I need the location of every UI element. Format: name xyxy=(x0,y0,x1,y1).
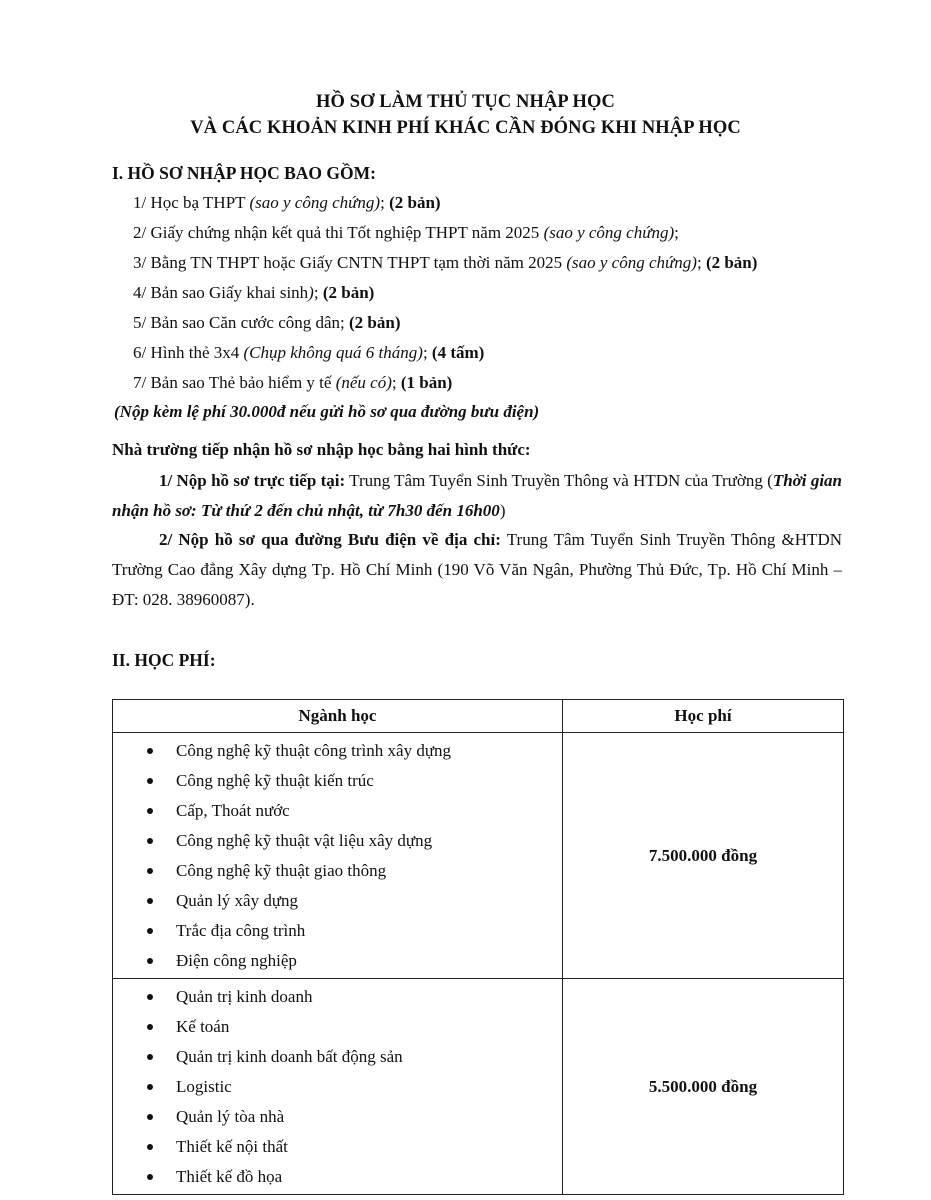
item-quantity: (2 bản) xyxy=(705,253,758,272)
document-item-2 xyxy=(133,223,679,243)
bullet-icon xyxy=(147,868,153,874)
section-2-heading: II. HỌC PHÍ: xyxy=(112,650,216,670)
item-text: 5/ Bản sao Căn cước công dân; xyxy=(133,313,350,332)
item-note: (sao y công chứng) xyxy=(566,253,697,272)
major-name: Công nghệ kỹ thuật giao thông xyxy=(176,861,387,880)
list-item xyxy=(113,982,562,1012)
bullet-icon xyxy=(147,1084,153,1090)
item-separator: ; xyxy=(674,223,679,242)
item-text: 7/ Bản sao Thẻ bảo hiểm y tế xyxy=(133,373,336,392)
list-item xyxy=(113,916,562,946)
submission-method-1 xyxy=(112,466,842,526)
document-item-5 xyxy=(133,313,401,333)
list-item xyxy=(113,946,562,976)
method-2-text: Trung Tâm Tuyển Sinh Truyền Thông &HTDN Trường Cao đẳng Xây dựng Tp. Hồ Chí Minh (190 Võ Văn Ngân, Phường Thủ Đức, Tp. Hồ Chí Minh – ĐT: 028. 38960087). xyxy=(112,530,842,609)
document-item-6 xyxy=(133,343,484,363)
bullet-icon xyxy=(147,898,153,904)
major-name: Công nghệ kỹ thuật vật liệu xây dựng xyxy=(176,831,433,850)
majors-list xyxy=(113,733,562,978)
tuition-table xyxy=(112,699,844,1195)
list-item xyxy=(113,766,562,796)
table-row xyxy=(113,733,844,979)
item-quantity: (4 tấm) xyxy=(431,343,485,362)
header-major: Ngành học xyxy=(113,700,563,733)
document-item-3 xyxy=(133,253,757,273)
bullet-icon xyxy=(147,838,153,844)
list-item xyxy=(113,736,562,766)
major-name: Logistic xyxy=(176,1077,232,1096)
list-item xyxy=(113,1132,562,1162)
bullet-icon xyxy=(147,1174,153,1180)
item-separator: ; xyxy=(380,193,390,212)
major-name: Quản trị kinh doanh bất động sản xyxy=(176,1047,403,1066)
method-1-close: ) xyxy=(499,501,506,520)
item-separator: ; xyxy=(422,343,432,362)
list-item xyxy=(113,796,562,826)
list-item xyxy=(113,1042,562,1072)
major-name: Quản lý xây dựng xyxy=(176,891,299,910)
method-1-text: Trung Tâm Tuyển Sinh Truyền Thông và HTDN của Trường ( xyxy=(345,471,773,490)
item-text: 4/ Bản sao Giấy khai sinh xyxy=(133,283,309,302)
item-note: ) xyxy=(308,283,314,302)
item-note: (nếu có) xyxy=(335,373,392,392)
item-separator: ; xyxy=(313,283,323,302)
major-name: Cấp, Thoát nước xyxy=(176,801,290,820)
item-text: 6/ Hình thẻ 3x4 xyxy=(133,343,244,362)
table-row xyxy=(113,979,844,1195)
majors-cell xyxy=(113,979,563,1195)
list-item xyxy=(113,886,562,916)
bullet-icon xyxy=(147,1144,153,1150)
major-name: Điện công nghiệp xyxy=(176,951,297,970)
section-1-heading: I. HỒ SƠ NHẬP HỌC BAO GỒM: xyxy=(112,163,376,183)
table-header-row xyxy=(113,700,844,733)
list-item xyxy=(113,1162,562,1192)
major-name: Trắc địa công trình xyxy=(176,921,306,940)
list-item xyxy=(113,1072,562,1102)
item-quantity: (2 bản) xyxy=(389,193,441,212)
major-name: Công nghệ kỹ thuật công trình xây dựng xyxy=(176,741,452,760)
major-name: Công nghệ kỹ thuật kiến trúc xyxy=(176,771,374,790)
method-1-label: 1/ Nộp hồ sơ trực tiếp tại: xyxy=(159,471,346,490)
document-item-7 xyxy=(133,373,452,393)
bullet-icon xyxy=(147,1024,153,1030)
bullet-icon xyxy=(147,778,153,784)
item-quantity: (1 bản) xyxy=(400,373,453,392)
major-name: Thiết kế nội thất xyxy=(176,1137,288,1156)
document-item-1 xyxy=(133,193,441,213)
method-2-label: 2/ Nộp hồ sơ qua đường Bưu điện về địa chỉ: xyxy=(159,530,501,549)
submission-method-2 xyxy=(112,525,842,615)
tuition-fee-cell: 5.500.000 đồng xyxy=(563,979,844,1195)
document-title-line-1: HỒ SƠ LÀM THỦ TỤC NHẬP HỌC xyxy=(316,92,615,112)
postal-fee-note: (Nộp kèm lệ phí 30.000đ nếu gửi hồ sơ qua đường bưu điện) xyxy=(114,402,540,421)
method-1-time: Thời gian nhận hồ sơ: Từ thứ 2 đến chủ nhật, từ 7h30 đến 16h00 xyxy=(112,471,842,520)
majors-cell xyxy=(113,733,563,979)
bullet-icon xyxy=(147,1114,153,1120)
major-name: Thiết kế đồ họa xyxy=(176,1167,283,1186)
document-item-4 xyxy=(133,283,374,303)
item-quantity: (2 bản) xyxy=(349,313,401,332)
item-note: (sao y công chứng) xyxy=(543,223,675,242)
item-note: (sao y công chứng) xyxy=(249,193,381,212)
bullet-icon xyxy=(147,808,153,814)
list-item xyxy=(113,856,562,886)
item-separator: ; xyxy=(391,373,401,392)
submission-methods-heading: Nhà trường tiếp nhận hồ sơ nhập học bằng hai hình thức: xyxy=(112,440,531,459)
majors-list xyxy=(113,979,562,1194)
item-separator: ; xyxy=(696,253,706,272)
tuition-fee-cell: 7.500.000 đồng xyxy=(563,733,844,979)
list-item xyxy=(113,1102,562,1132)
item-note: (Chụp không quá 6 tháng) xyxy=(243,343,423,362)
document-title-line-2: VÀ CÁC KHOẢN KINH PHÍ KHÁC CẦN ĐÓNG KHI NHẬP HỌC xyxy=(190,118,741,138)
bullet-icon xyxy=(147,958,153,964)
bullet-icon xyxy=(147,928,153,934)
major-name: Quản lý tòa nhà xyxy=(176,1107,285,1126)
bullet-icon xyxy=(147,994,153,1000)
item-quantity: (2 bản) xyxy=(322,283,375,302)
list-item xyxy=(113,826,562,856)
header-tuition: Học phí xyxy=(563,700,844,733)
item-text: 3/ Bằng TN THPT hoặc Giấy CNTN THPT tạm thời năm 2025 xyxy=(133,253,567,272)
item-text: 1/ Học bạ THPT xyxy=(133,193,250,212)
list-item xyxy=(113,1012,562,1042)
major-name: Quản trị kinh doanh xyxy=(176,987,313,1006)
item-text: 2/ Giấy chứng nhận kết quả thi Tốt nghiệp THPT năm 2025 xyxy=(133,223,544,242)
major-name: Kế toán xyxy=(176,1017,230,1036)
bullet-icon xyxy=(147,1054,153,1060)
bullet-icon xyxy=(147,748,153,754)
